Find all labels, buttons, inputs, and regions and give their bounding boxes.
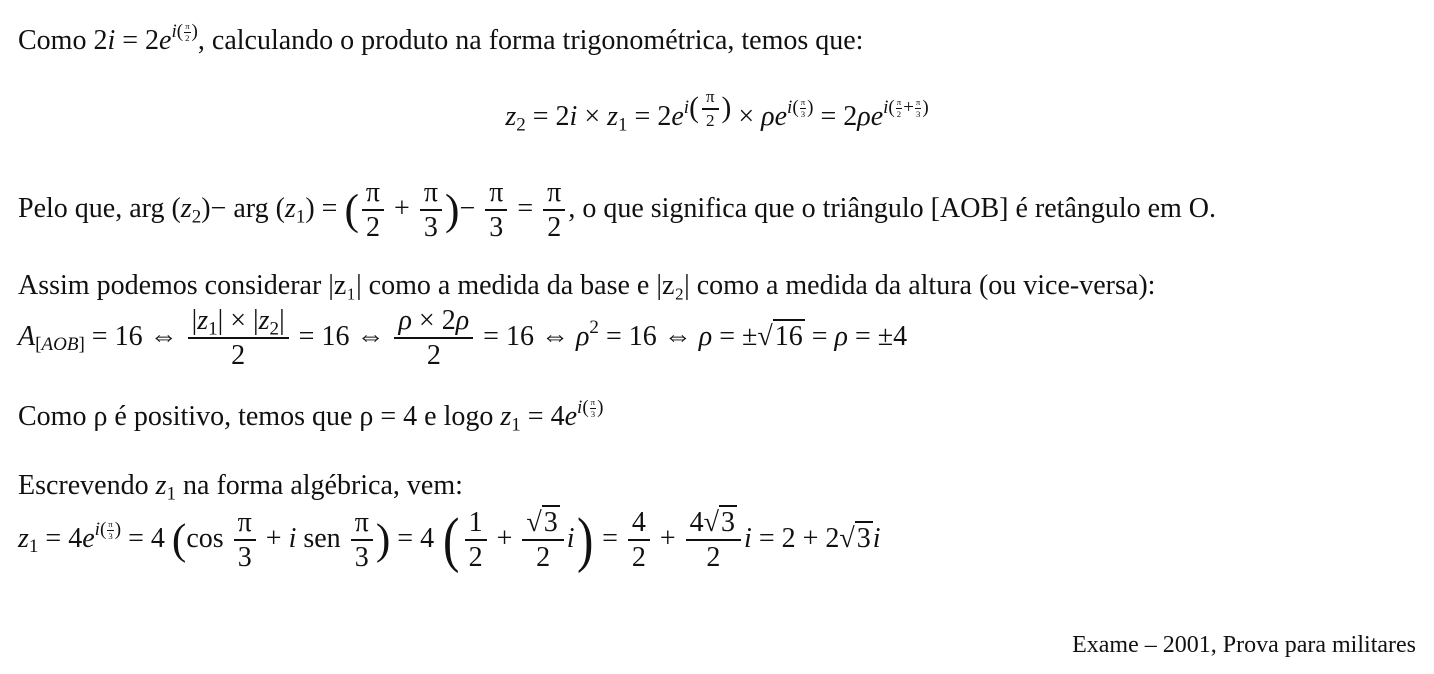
argument-prefix: Pelo que, [18,192,123,224]
argument-sentence [18,178,1216,243]
algebraic-suffix: na forma algébrica, vem: [183,470,463,501]
intro-prefix: Como [18,24,87,56]
argument-formula: arg $(z_2)-$ arg $(z_1)$ = ( $\frac{\pi}{2}$ + $\frac{\pi}{3}$ )− $\frac{\pi}{3}$ = $\frac{\pi}{2}$ [129,193,568,224]
rho-prefix: Como ρ é positivo, temos que ρ = 4 e logo [18,400,494,432]
argument-suffix: , o que significa que o triângulo [AOB] é retângulo em O. [568,192,1217,224]
algebraic-z1: $z_1$ [155,470,177,505]
final-equation: $z_1 = 4e^{i( \frac{\pi}{3} )} = 4$ (cos $\frac{\pi}{3}$ + i sen $\frac{\pi}{3}$ ) = 4 ( $\frac{1}{2}$ + $\frac{√3}{2}$ i) = $\frac{4}{2}$ + $\frac{4√3}{2}$ i = 2 + 2√3i [18,505,881,574]
intro-sentence [18,22,863,55]
base-height-sentence: Assim podemos considerar |z₁| como a medida da base e |z₂| como a medida da altura (ou vice-versa): [18,270,1156,301]
algebraic-prefix: Escrevendo [18,470,149,501]
rho-formula: $z_1 = 4e^{i( \frac{\pi}{3} )}$ [500,397,604,436]
rho-sentence [18,397,604,436]
product-equation: $z_2 = 2i \times z_1 = 2e^{i( \frac{\pi}{2} )} \times \rho e^{i( \frac{\pi}{3} )} = 2\rho e^{i( \frac{\pi}{2} + \frac{\pi}{3} )}$ [505,87,929,136]
algebraic-sentence [18,470,463,505]
intro-formula: $2i = 2e^{i( \frac{\pi}{2} )}$ [93,21,198,56]
source-credit: Exame – 2001, Prova para militares [1072,632,1416,658]
intro-suffix: , calculando o produto na forma trigonométrica, temos que: [197,24,864,56]
area-equation: $A_{[AOB]} = 16$ ⇔ $\frac{|z_1| \times |z_2|}{2}$ = 16 ⇔ $\frac{\rho \times 2\rho}{2}$ = 16 ⇔ $\rho^2 = 16$ ⇔ ρ = ±√16 = ρ = ±4 [18,305,908,372]
